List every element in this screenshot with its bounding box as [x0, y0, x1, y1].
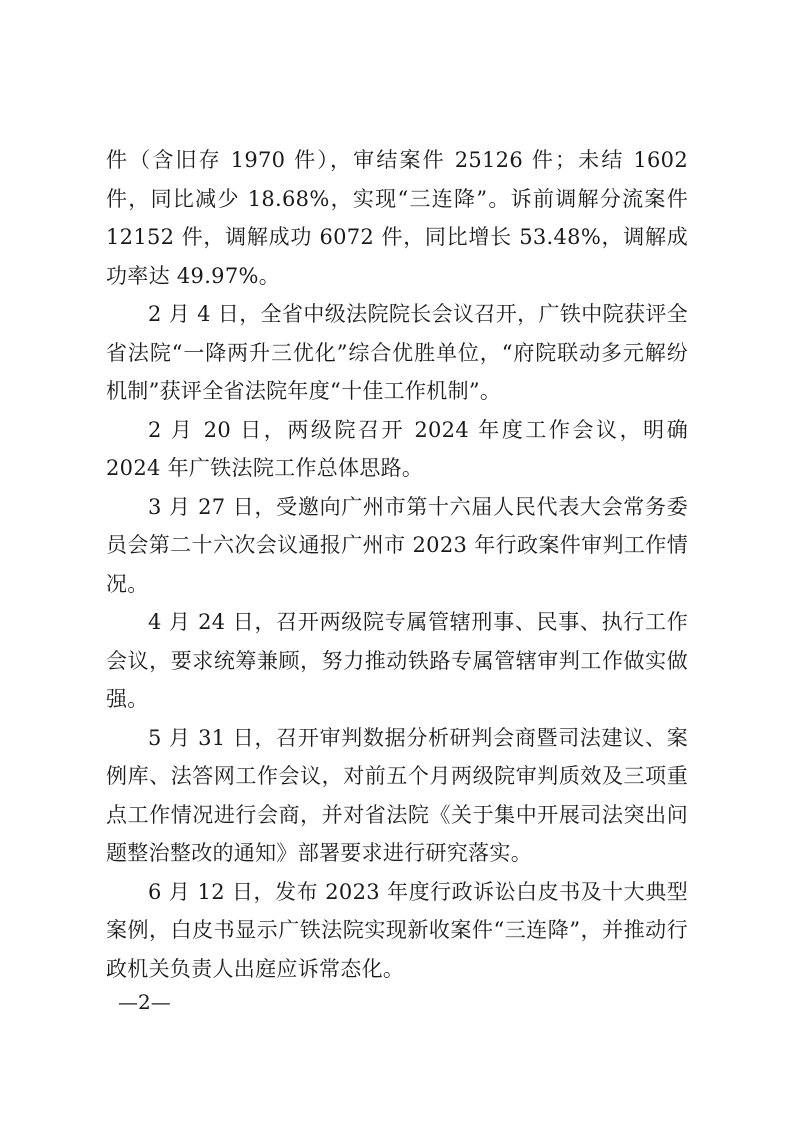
paragraph-feb-4: 2 月 4 日，全省中级法院院长会议召开，广铁中院获评全省法院“一降两升三优化”综合优胜单位，“府院联动多元解纷机制”获评全省法院年度“十佳工作机制”。: [106, 302, 688, 403]
paragraph-jun-12: 6 月 12 日，发布 2023 年度行政诉讼白皮书及十大典型案例，白皮书显示广铁法院实现新收案件“三连降”，并推动行政机关负责人出庭应诉常态化。: [106, 879, 688, 981]
paragraph-apr-24: 4 月 24 日，召开两级院专属管辖刑事、民事、执行工作会议，要求统筹兼顾，努力推动铁路专属管辖审判工作做实做强。: [106, 610, 688, 711]
page-number: —2—: [118, 990, 171, 1014]
paragraph-mar-27: 3 月 27 日，受邀向广州市第十六届人民代表大会常务委员会第二十六次会议通报广州市 2023 年行政案件审判工作情况。: [106, 494, 688, 596]
paragraph-feb-20: 2 月 20 日，两级院召开 2024 年度工作会议，明确 2024 年广铁法院工作总体思路。: [106, 417, 688, 480]
document-body: [106, 141, 688, 988]
paragraph-case-stats: 件（含旧存 1970 件），审结案件 25126 件；未结 1602 件，同比减少 18.68%，实现“三连降”。诉前调解分流案件 12152 件，调解成功 6072 件，同比增长 53.48%，调解成功率达 49.97%。: [106, 148, 688, 288]
paragraph-may-31: 5 月 31 日，召开审判数据分析研判会商暨司法建议、案例库、法答网工作会议，对前五个月两级院审判质效及三项重点工作情况进行会商，并对省法院《关于集中开展司法突出问题整治整改的通知》部署要求进行研究落实。: [106, 725, 688, 865]
